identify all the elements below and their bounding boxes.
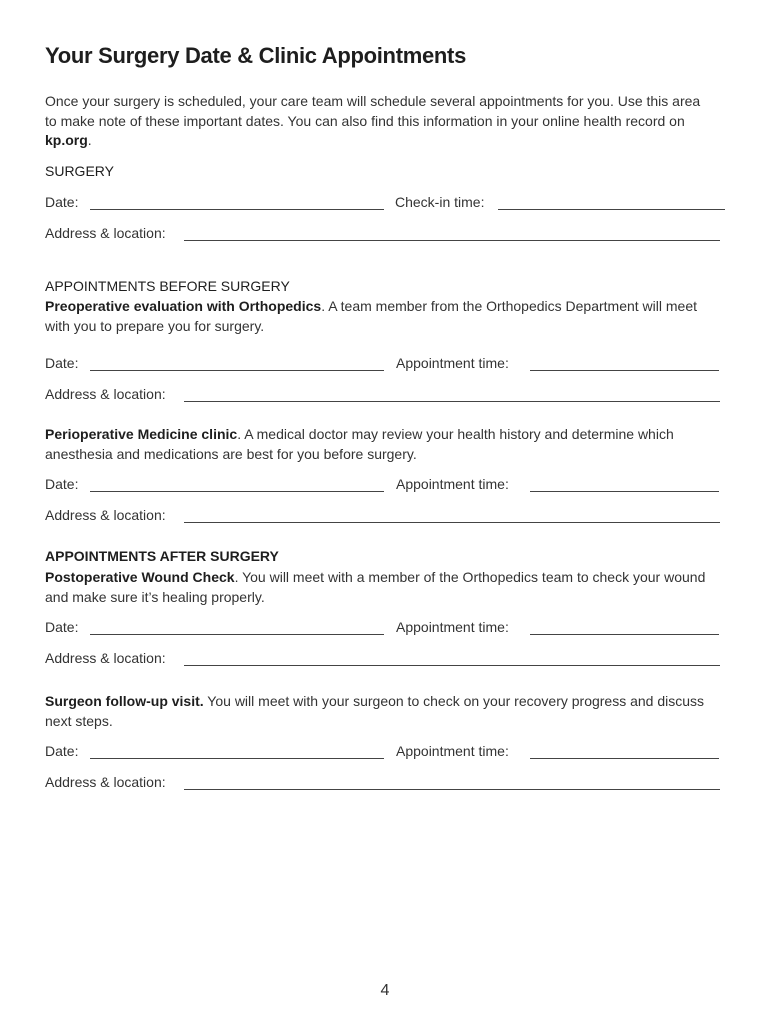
date-label: Date:: [45, 619, 79, 635]
address-label: Address & location:: [45, 650, 166, 666]
item-description: [45, 297, 725, 336]
address-label: Address & location:: [45, 386, 166, 402]
after-heading: APPOINTMENTS AFTER SURGERY: [45, 548, 279, 564]
appointment-time-label: Appointment time:: [396, 619, 509, 635]
before-1-date-row: [45, 355, 725, 375]
item-name: Surgeon follow-up visit.: [45, 693, 204, 709]
address-label: Address & location:: [45, 225, 166, 241]
after-item-2: [45, 692, 725, 731]
appointment-time-field[interactable]: [530, 758, 719, 759]
intro-text: Once your surgery is scheduled, your care team will schedule several appointments for you. Use this area to make note of these important dates. You can also find this information in your online health record on: [45, 93, 701, 129]
date-label: Date:: [45, 355, 79, 371]
address-field[interactable]: [184, 401, 720, 402]
appointment-time-label: Appointment time:: [396, 743, 509, 759]
address-field[interactable]: [184, 665, 720, 666]
item-text: You will meet with your surgeon to check on your recovery progress and discuss next steps.: [45, 693, 705, 729]
before-section: [45, 278, 290, 294]
date-label: Date:: [45, 194, 79, 210]
address-label: Address & location:: [45, 507, 166, 523]
after-item-1: [45, 568, 725, 607]
item-name: Perioperative Medicine clinic: [45, 426, 238, 442]
surgery-heading: SURGERY: [45, 163, 114, 179]
date-field[interactable]: [90, 491, 384, 492]
date-label: Date:: [45, 476, 79, 492]
after-section: [45, 548, 279, 564]
date-field[interactable]: [90, 209, 384, 210]
date-field[interactable]: [90, 370, 384, 371]
after-1-date-row: [45, 619, 725, 639]
checkin-time-field[interactable]: [498, 209, 725, 210]
intro-link[interactable]: kp.org: [45, 132, 88, 148]
date-label: Date:: [45, 743, 79, 759]
surgery-address-row: [45, 225, 725, 245]
checkin-time-label: Check-in time:: [395, 194, 485, 210]
page-title: Your Surgery Date & Clinic Appointments: [45, 43, 467, 68]
item-name: Preoperative evaluation with Orthopedics: [45, 298, 322, 314]
item-description: [45, 568, 725, 607]
appointment-time-label: Appointment time:: [396, 476, 509, 492]
before-2-date-row: [45, 476, 725, 496]
surgery-date-row: [45, 194, 725, 214]
appointment-time-label: Appointment time:: [396, 355, 509, 371]
appointment-time-field[interactable]: [530, 634, 719, 635]
item-description: [45, 425, 725, 464]
address-field[interactable]: [184, 522, 720, 523]
intro-end: .: [87, 132, 92, 148]
before-item-2: [45, 425, 725, 464]
date-field[interactable]: [90, 634, 384, 635]
item-description: [45, 692, 725, 731]
item-name: Postoperative Wound Check: [45, 569, 235, 585]
before-1-address-row: [45, 386, 725, 406]
address-label: Address & location:: [45, 774, 166, 790]
before-item-1: [45, 297, 725, 336]
date-field[interactable]: [90, 758, 384, 759]
intro-paragraph: [45, 92, 715, 151]
after-2-address-row: [45, 774, 725, 794]
item-text: . You will meet with a member of the Orthopedics team to check your wound and make sure it’s healing properly.: [45, 569, 706, 605]
item-text: . A medical doctor may review your health history and determine which anesthesia and medications are best for you before surgery.: [45, 426, 674, 462]
after-2-date-row: [45, 743, 725, 763]
address-field[interactable]: [184, 789, 720, 790]
surgery-section: [45, 163, 114, 179]
before-heading: APPOINTMENTS BEFORE SURGERY: [45, 278, 290, 294]
appointment-time-field[interactable]: [530, 491, 719, 492]
page-number: 4: [380, 982, 390, 999]
appointment-time-field[interactable]: [530, 370, 719, 371]
address-field[interactable]: [184, 240, 720, 241]
after-1-address-row: [45, 650, 725, 670]
item-text: . A team member from the Orthopedics Department will meet with you to prepare you for surgery.: [45, 298, 697, 334]
before-2-address-row: [45, 507, 725, 527]
